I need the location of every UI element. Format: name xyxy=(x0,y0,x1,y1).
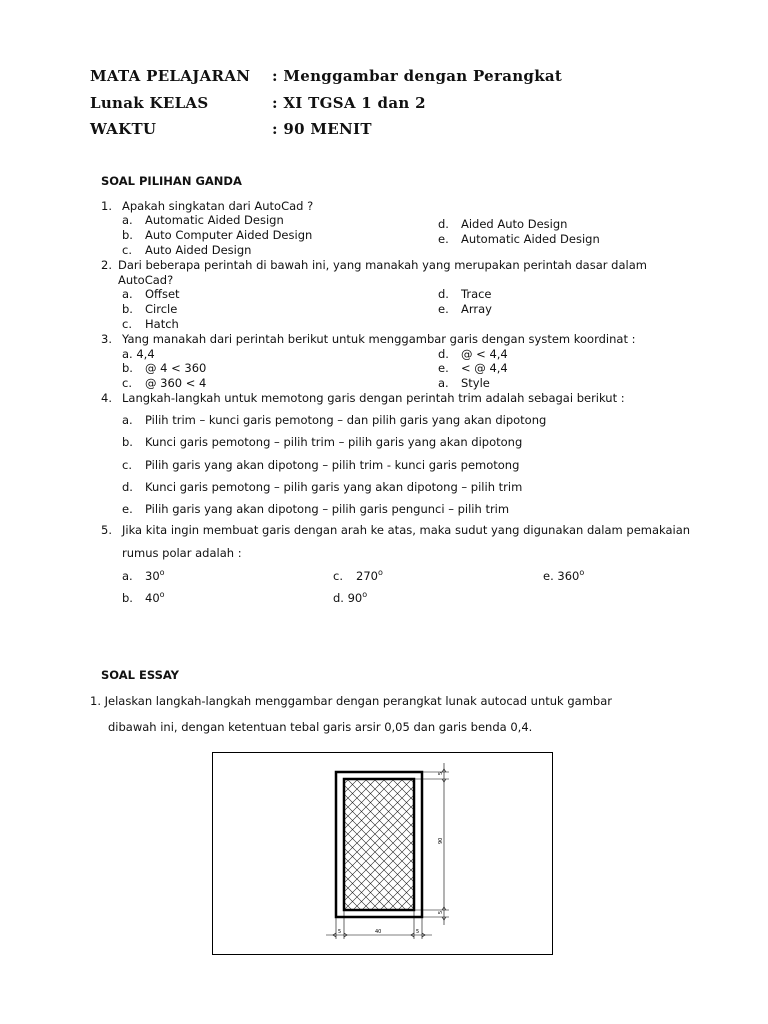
q2-option-c-key: c. xyxy=(122,317,132,331)
technical-drawing-frame xyxy=(212,752,553,955)
q1-option-d: Aided Auto Design xyxy=(461,217,568,231)
subject-value: : Menggambar dengan Perangkat xyxy=(272,67,563,85)
q3-option-b: @ 4 < 360 xyxy=(145,361,207,375)
q4-option-e-key: e. xyxy=(122,502,133,516)
q3-option-a: a. 4,4 xyxy=(122,347,155,361)
q2-option-a-key: a. xyxy=(122,287,133,301)
q4-option-d-key: d. xyxy=(122,480,133,494)
dim-width-label: 40 xyxy=(375,929,382,935)
q3-number: 3. xyxy=(101,332,112,346)
q3-option-c: @ 360 < 4 xyxy=(145,376,207,390)
q1-option-a-key: a. xyxy=(122,213,133,227)
q5-option-b-value: 40 xyxy=(145,591,160,605)
q5-number: 5. xyxy=(101,523,112,537)
q3-option-d: @ < 4,4 xyxy=(461,347,508,361)
q5-option-c-key: c. xyxy=(333,569,343,583)
q5-option-c-value: 270 xyxy=(356,569,378,583)
degree-symbol: o xyxy=(377,568,383,577)
dim-top-label: 5 xyxy=(438,771,444,775)
q4-option-b: Kunci garis pemotong – pilih trim – pilih garis yang akan dipotong xyxy=(145,435,523,449)
q3-option-d-key: d. xyxy=(438,347,449,361)
q2-option-a: Offset xyxy=(145,287,180,301)
q1-number: 1. xyxy=(101,199,112,213)
q1-option-b-key: b. xyxy=(122,228,133,242)
q4-option-c-key: c. xyxy=(122,458,132,472)
class-label: Lunak KELAS xyxy=(90,94,209,112)
dim-left-label: 5 xyxy=(338,929,342,935)
q2-option-e-key: e. xyxy=(438,302,449,316)
q1-option-c-key: c. xyxy=(122,243,132,257)
q5-option-a-key: a. xyxy=(122,569,133,583)
q2-option-e: Array xyxy=(461,302,492,316)
hatched-panel xyxy=(344,779,414,910)
dim-bottom-label: 5 xyxy=(438,910,444,914)
degree-symbol: o xyxy=(362,590,368,599)
q2-option-c: Hatch xyxy=(145,317,179,331)
q5-option-a xyxy=(145,569,165,583)
q4-option-c: Pilih garis yang akan dipotong – pilih trim - kunci garis pemotong xyxy=(145,458,520,472)
essay-question-line-1: 1. Jelaskan langkah-langkah menggambar dengan perangkat lunak autocad untuk gambar xyxy=(90,694,612,708)
q1-option-a: Automatic Aided Design xyxy=(145,213,284,227)
q5-option-d-value: d. 90 xyxy=(333,591,363,605)
q4-number: 4. xyxy=(101,391,112,405)
q1-option-e-key: e. xyxy=(438,232,449,246)
time-value: : 90 MENIT xyxy=(272,120,372,138)
degree-symbol: o xyxy=(159,590,165,599)
q4-text: Langkah-langkah untuk memotong garis dengan perintah trim adalah sebagai berikut : xyxy=(122,391,625,405)
time-label: WAKTU xyxy=(90,120,157,138)
q3-option-f-key: a. xyxy=(438,376,449,390)
q5-option-b-key: b. xyxy=(122,591,133,605)
q5-option-e xyxy=(543,569,584,583)
q4-option-d: Kunci garis pemotong – pilih garis yang akan dipotong – pilih trim xyxy=(145,480,523,494)
q2-option-b-key: b. xyxy=(122,302,133,316)
dim-height-label: 90 xyxy=(438,837,444,844)
q2-option-d: Trace xyxy=(461,287,492,301)
q2-option-b: Circle xyxy=(145,302,178,316)
class-value: : XI TGSA 1 dan 2 xyxy=(272,94,426,112)
dim-right-label: 5 xyxy=(416,929,420,935)
q5-option-c xyxy=(356,569,383,583)
essay-title: SOAL ESSAY xyxy=(101,668,180,682)
q2-text: Dari beberapa perintah di bawah ini, yang manakah yang merupakan perintah dasar dalam xyxy=(118,258,647,272)
q3-option-f: Style xyxy=(461,376,490,390)
q4-option-a-key: a. xyxy=(122,413,133,427)
q5-option-d xyxy=(333,591,367,605)
degree-symbol: o xyxy=(579,568,585,577)
q5-text: Jika kita ingin membuat garis dengan arah ke atas, maka sudut yang digunakan dalam pemakaian xyxy=(122,523,691,537)
q4-option-e: Pilih garis yang akan dipotong – pilih garis pengunci – pilih trim xyxy=(145,502,510,516)
mc-title: SOAL PILIHAN GANDA xyxy=(101,174,242,188)
q5-option-b xyxy=(145,591,165,605)
q5-text-cont: rumus polar adalah : xyxy=(122,546,242,560)
essay-question-line-2: dibawah ini, dengan ketentuan tebal garis arsir 0,05 dan garis benda 0,4. xyxy=(108,720,533,734)
q1-option-e: Automatic Aided Design xyxy=(461,232,600,246)
q3-text: Yang manakah dari perintah berikut untuk menggambar garis dengan system koordinat : xyxy=(122,332,636,346)
q1-option-d-key: d. xyxy=(438,217,449,231)
q4-option-b-key: b. xyxy=(122,435,133,449)
q1-option-b: Auto Computer Aided Design xyxy=(145,228,313,242)
q3-option-c-key: c. xyxy=(122,376,132,390)
q3-option-e: < @ 4,4 xyxy=(461,361,508,375)
q2-number: 2. xyxy=(101,258,112,272)
q3-option-b-key: b. xyxy=(122,361,133,375)
degree-symbol: o xyxy=(159,568,165,577)
q2-option-d-key: d. xyxy=(438,287,449,301)
q2-text-cont: AutoCad? xyxy=(118,273,174,287)
subject-label: MATA PELAJARAN xyxy=(90,67,251,85)
q1-option-c: Auto Aided Design xyxy=(145,243,252,257)
q5-option-a-value: 30 xyxy=(145,569,160,583)
q4-option-a: Pilih trim – kunci garis pemotong – dan pilih garis yang akan dipotong xyxy=(145,413,547,427)
q5-option-e-value: e. 360 xyxy=(543,569,580,583)
q1-text: Apakah singkatan dari AutoCad ? xyxy=(122,199,314,213)
technical-drawing xyxy=(213,753,552,954)
q3-option-e-key: e. xyxy=(438,361,449,375)
